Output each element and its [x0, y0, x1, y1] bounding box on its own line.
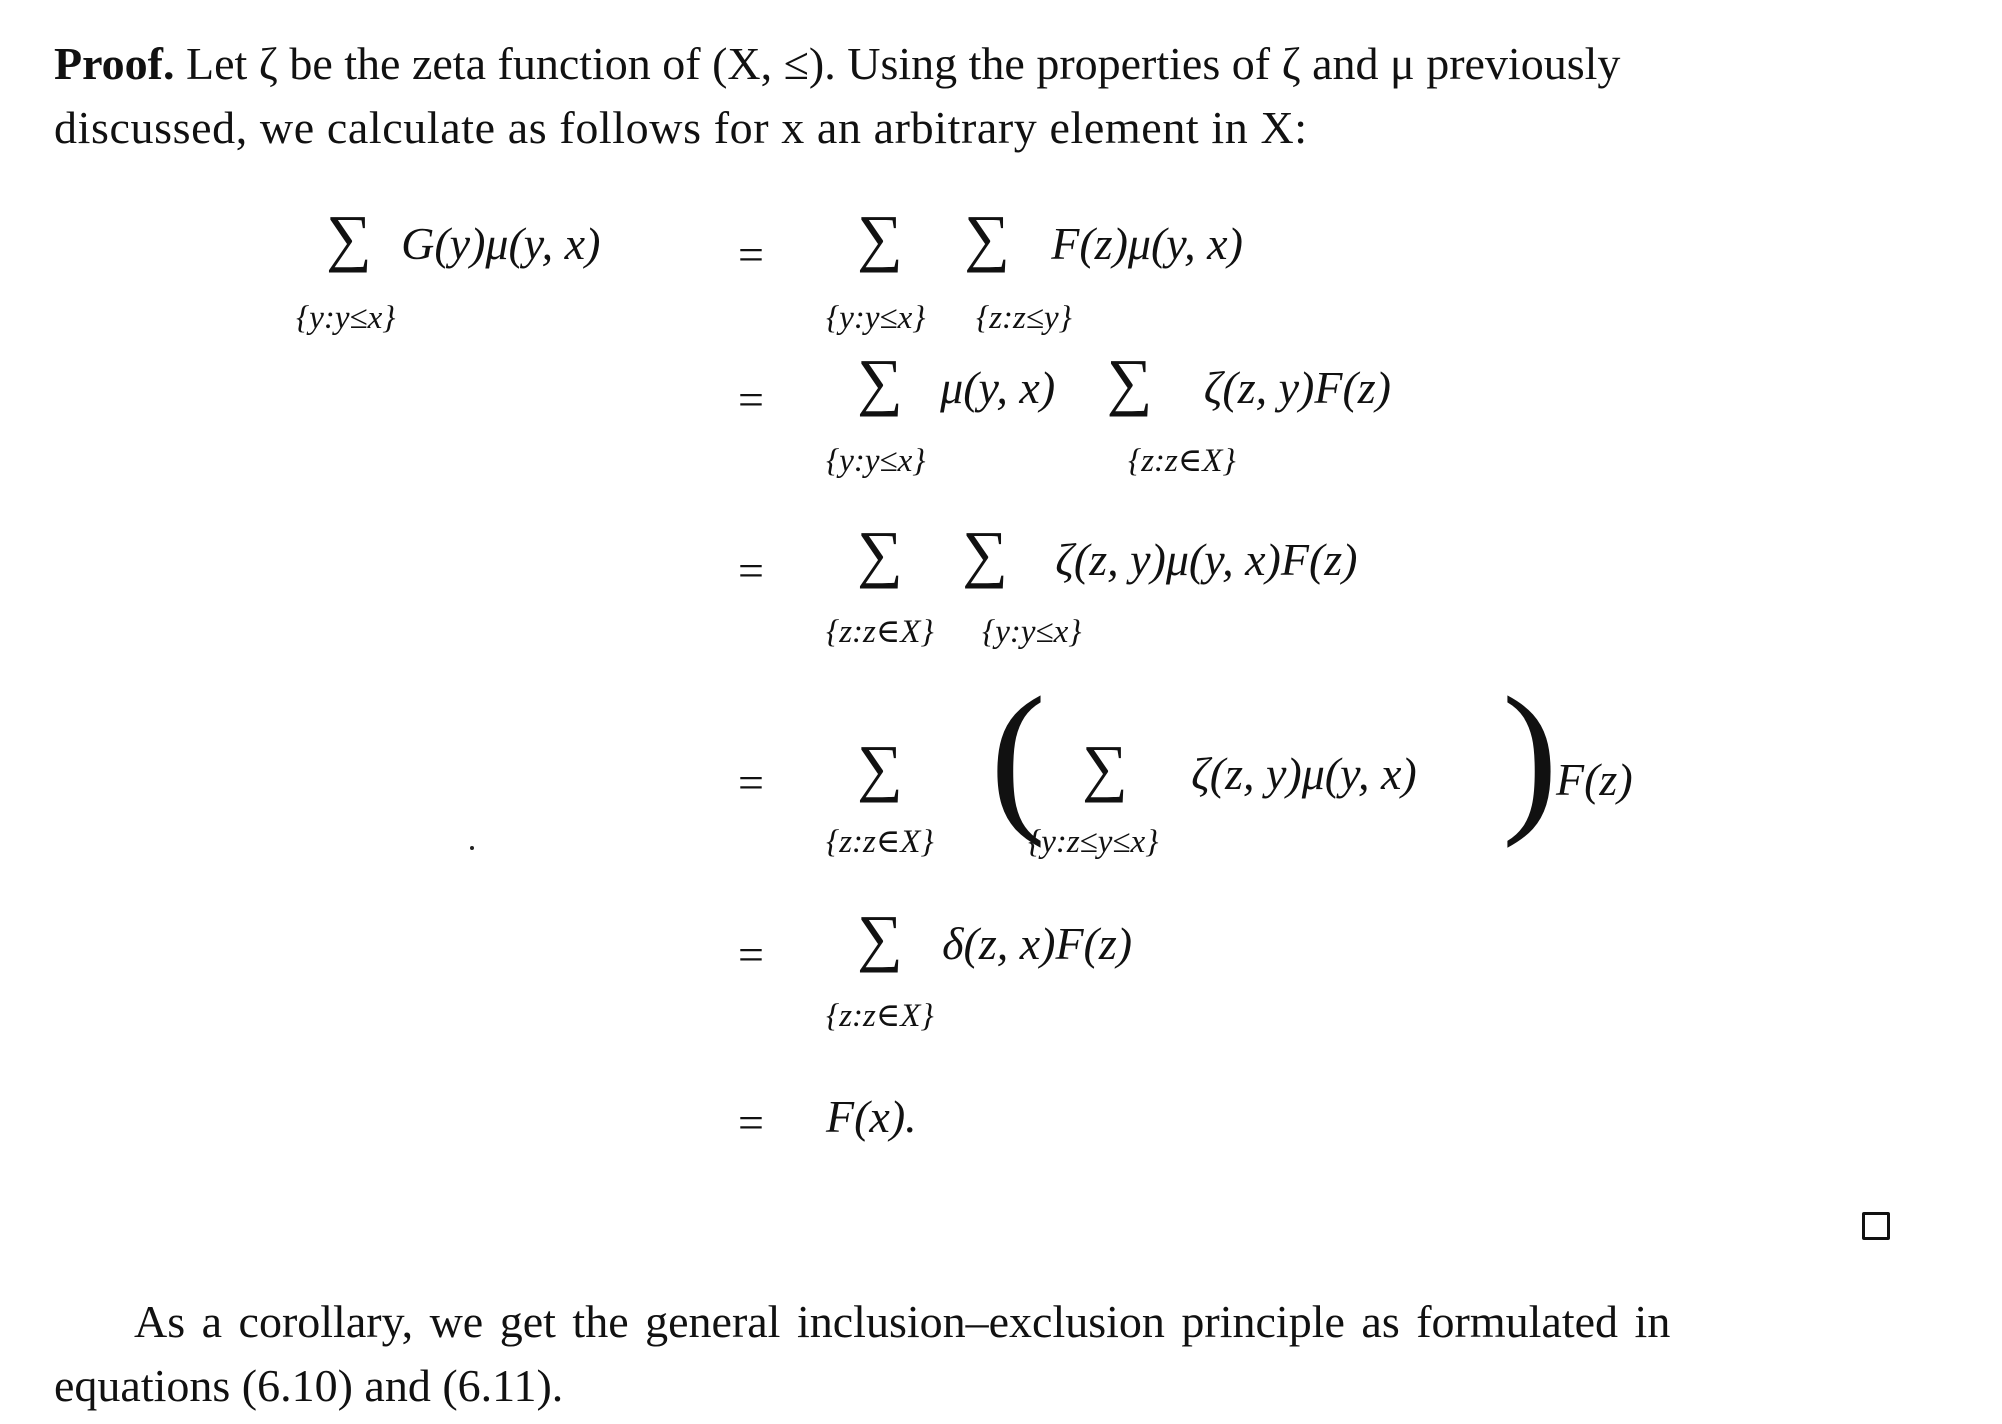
qed-box-icon	[1862, 1212, 1890, 1240]
step-2-term-2: ζ(z, y)F(z)	[1203, 362, 1391, 413]
step-4-outer-term: F(z)	[1556, 754, 1633, 805]
proof-text-1: Let ζ be the zeta function of (X, ≤). Using the properties of ζ and μ previously	[174, 38, 1621, 89]
step-4-subscript-2: {y:z≤y≤x}	[1028, 824, 1159, 860]
sum-symbol: ∑	[1082, 732, 1128, 803]
step-4-subscript-1: {z:z∈X}	[826, 824, 934, 860]
corollary-paragraph	[54, 1290, 1894, 1418]
equals-sign-2: =	[738, 374, 764, 425]
equals-sign-6: =	[738, 1097, 764, 1148]
lhs-expression	[326, 202, 601, 273]
sum-symbol: ∑	[962, 518, 1008, 589]
proof-line-2: discussed, we calculate as follows for x an arbitrary element in X:	[54, 102, 1308, 153]
sum-symbol: ∑	[857, 732, 903, 803]
step-3-expression	[857, 518, 1358, 589]
step-4-sum	[857, 732, 903, 803]
step-2-subscript-2: {z:z∈X}	[1128, 443, 1236, 479]
step-1-subscript-2: {z:z≤y}	[976, 300, 1072, 336]
equals-sign-3: =	[738, 545, 764, 596]
sum-symbol: ∑	[857, 202, 903, 273]
corollary-line-1: As a corollary, we get the general inclusion–exclusion principle as formulated in	[134, 1296, 1671, 1347]
step-2-subscript-1: {y:y≤x}	[826, 443, 926, 479]
step-5-subscript: {z:z∈X}	[826, 998, 934, 1034]
proof-line-1	[54, 38, 1620, 89]
step-1-subscript-1: {y:y≤x}	[826, 300, 926, 336]
sum-symbol: ∑	[326, 202, 372, 273]
sum-symbol: ∑	[857, 902, 903, 973]
corollary-line-2: equations (6.10) and (6.11).	[54, 1360, 564, 1411]
step-3-subscript-1: {z:z∈X}	[826, 614, 934, 650]
step-2-term-1: μ(y, x)	[940, 362, 1056, 413]
step-3-subscript-2: {y:y≤x}	[982, 614, 1082, 650]
lhs-term: G(y)μ(y, x)	[401, 218, 601, 269]
step-4-inner-expression	[1082, 732, 1417, 803]
right-parenthesis: )	[1502, 663, 1558, 849]
proof-label: Proof.	[54, 38, 175, 89]
proof-paragraph	[54, 32, 1894, 160]
step-1-expression	[857, 202, 1243, 273]
equals-sign-4: =	[738, 757, 764, 808]
step-1-term: F(z)μ(y, x)	[1051, 218, 1243, 269]
step-3-term: ζ(z, y)μ(y, x)F(z)	[1055, 534, 1358, 585]
sum-symbol: ∑	[1106, 346, 1153, 417]
stray-dot	[470, 846, 474, 850]
step-2-expression	[857, 346, 1391, 417]
step-4-inner-term: ζ(z, y)μ(y, x)	[1191, 748, 1417, 799]
lhs-subscript: {y:y≤x}	[296, 300, 396, 336]
step-5-term: δ(z, x)F(z)	[942, 918, 1133, 969]
sum-symbol: ∑	[964, 202, 1010, 273]
sum-symbol: ∑	[857, 518, 903, 589]
equals-sign-5: =	[738, 929, 764, 980]
step-5-expression	[857, 902, 1133, 973]
sum-symbol: ∑	[857, 346, 903, 417]
left-parenthesis: (	[990, 663, 1046, 849]
step-6-term: F(x).	[826, 1091, 917, 1142]
equals-sign-1: =	[738, 229, 764, 280]
